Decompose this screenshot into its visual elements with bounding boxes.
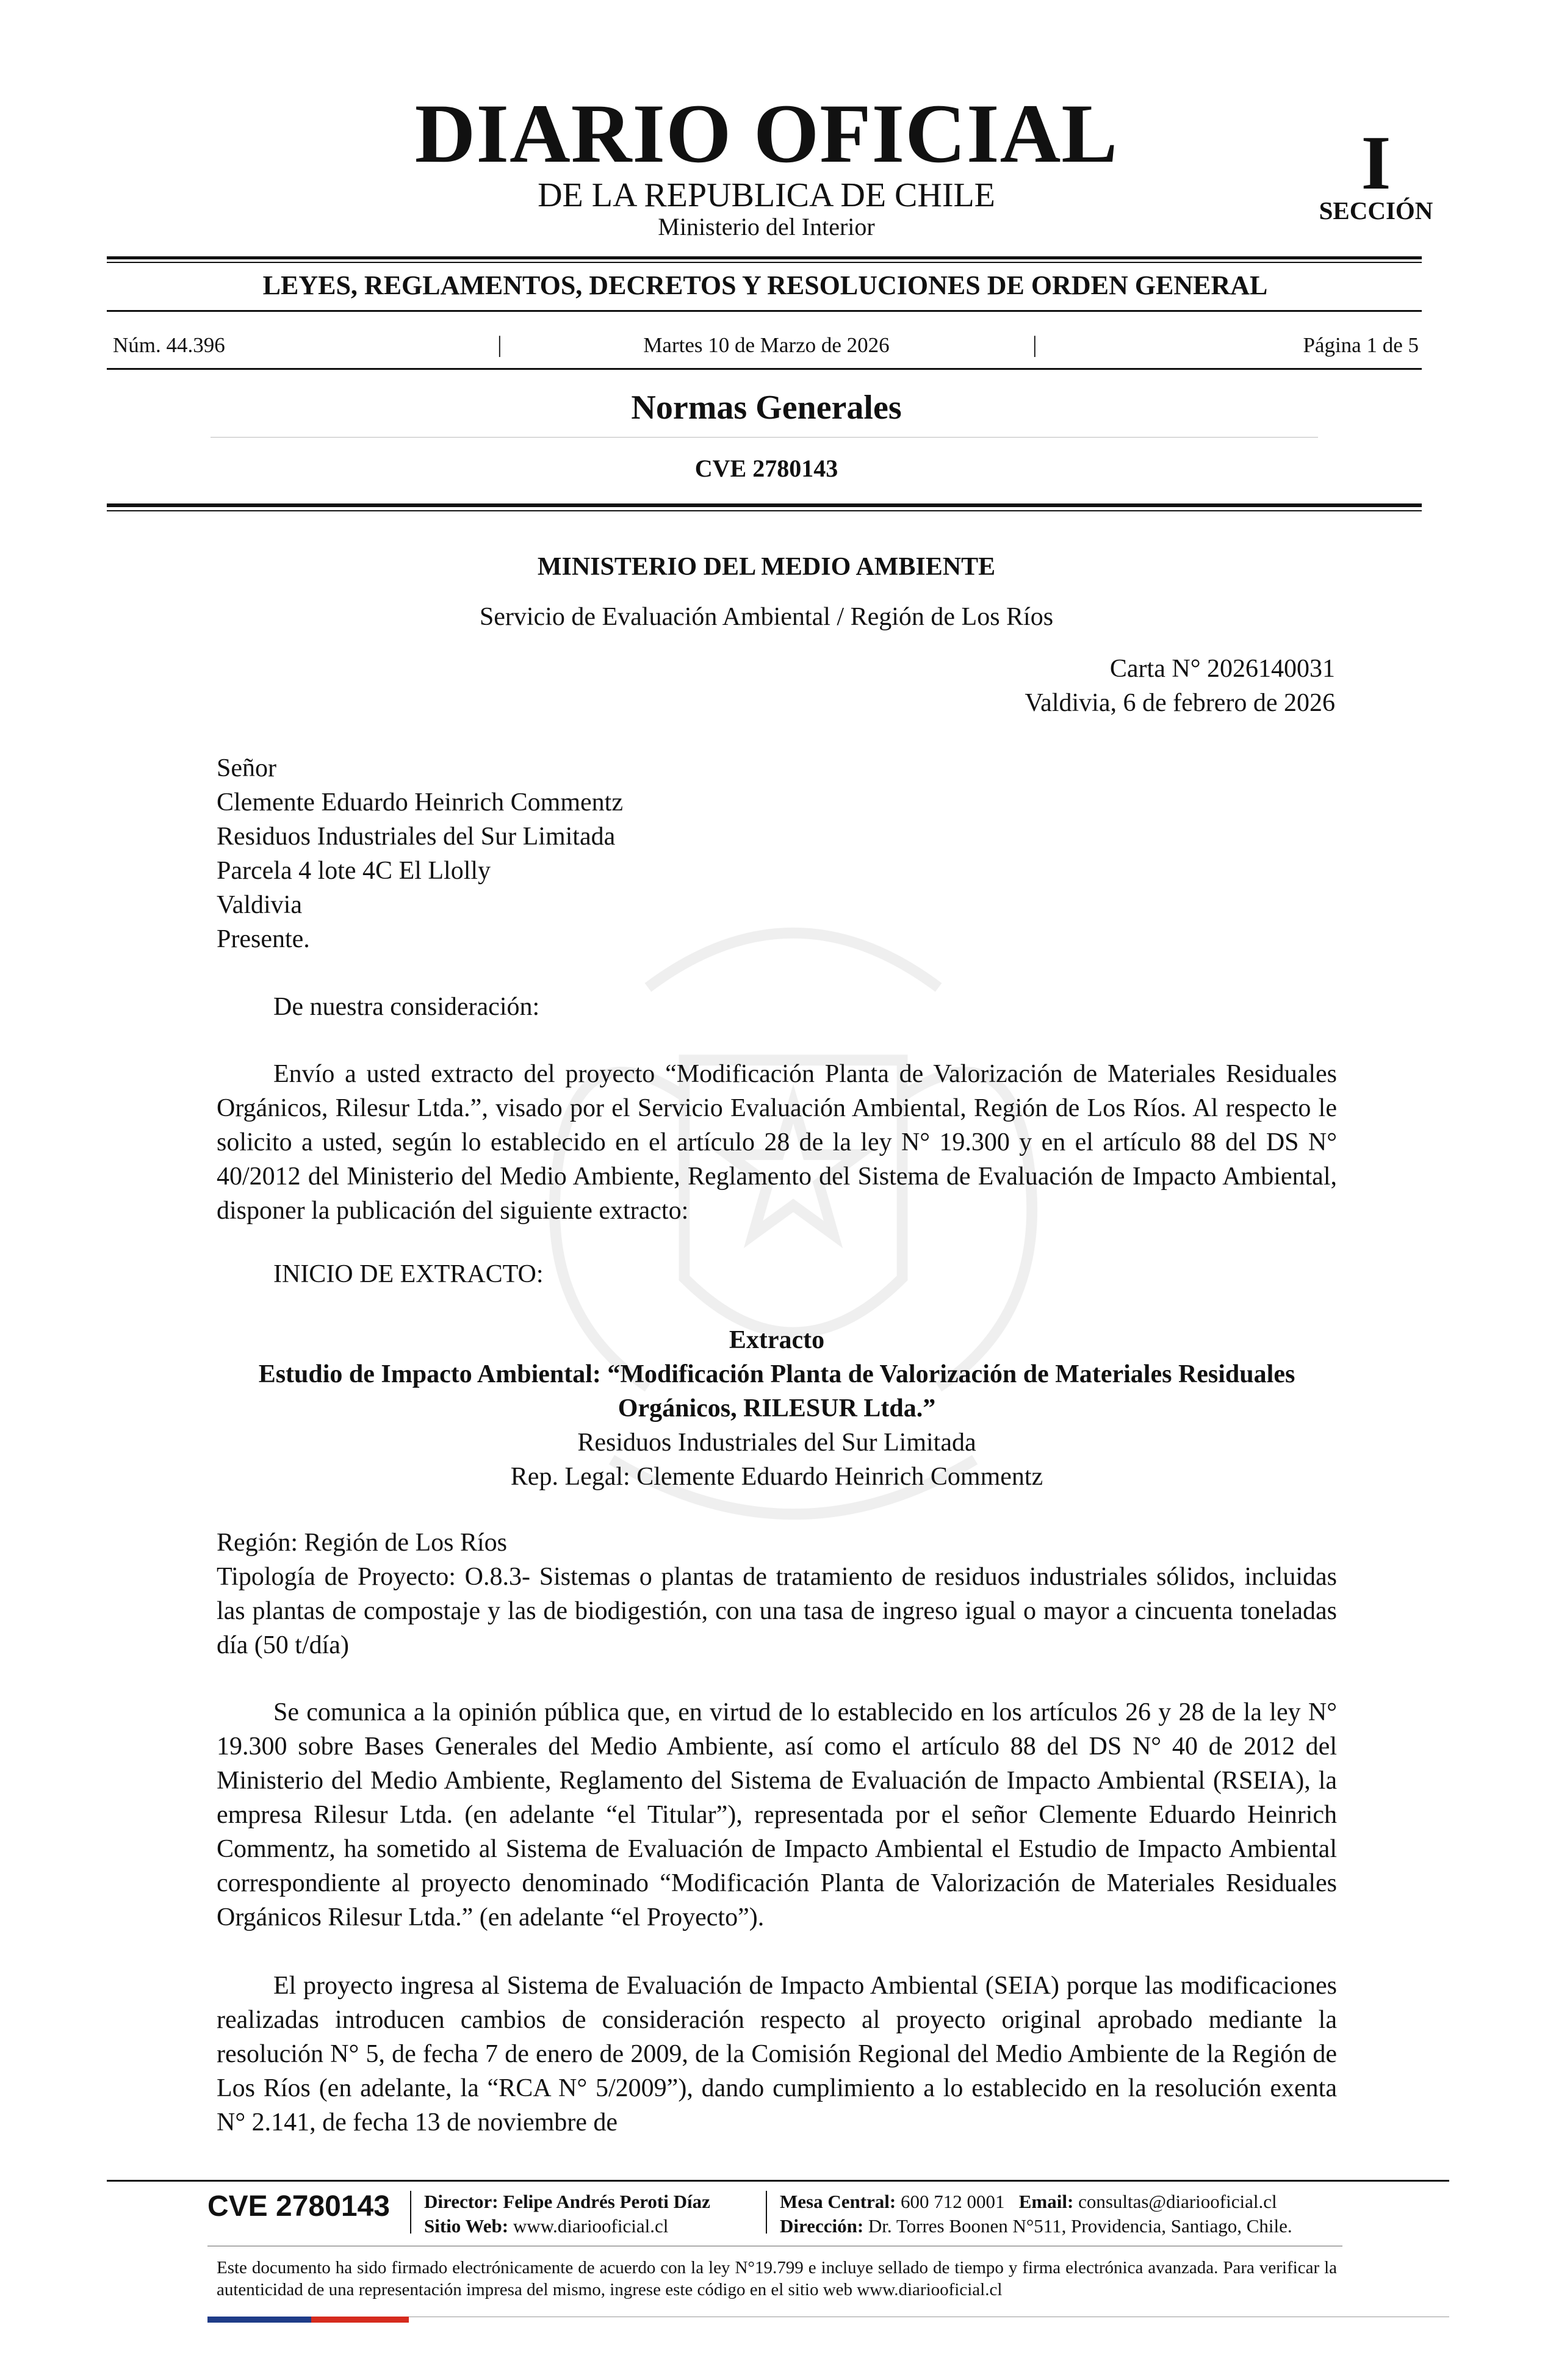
category-line: LEYES, REGLAMENTOS, DECRETOS Y RESOLUCIONES DE ORDEN GENERAL — [262, 270, 1268, 300]
director-name: Felipe Andrés Peroti Díaz — [503, 2191, 710, 2212]
masthead-ministry: Ministerio del Interior — [658, 213, 875, 240]
footer-divider — [766, 2191, 767, 2234]
website-link[interactable]: www.diariooficial.cl — [513, 2215, 669, 2237]
greeting: De nuestra consideración: — [273, 993, 540, 1021]
footer-cve-code: CVE 2780143 — [207, 2190, 390, 2223]
address-text: Dr. Torres Boonen N°511, Providencia, Santiago, Chile. — [868, 2215, 1292, 2237]
address-label: Dirección: — [780, 2215, 864, 2237]
ministry-heading: MINISTERIO DEL MEDIO AMBIENTE — [537, 553, 996, 581]
masthead-rule-thin — [107, 262, 1422, 263]
footer-disclaimer: Este documento ha sido firmado electrónicamente de acuerdo con la ley N°19.799 e incluye sellado de tiempo y firma electrónica avanzada. Para verificar la autenticidad de una representación impresa del mismo, ingrese este código en el sitio web www.diariooficial.cl — [217, 2258, 1337, 2299]
recipient-line: Valdivia — [217, 891, 302, 919]
extract-paragraph: El proyecto ingresa al Sistema de Evaluación de Impacto Ambiental (SEIA) porque las modificaciones realizadas introducen cambios de consideración respecto al proyecto original aprobado mediante la resolución N° 5, de fecha 7 de enero de 2009, de la Comisión Regional del Medio Ambiente de la Región de Los Ríos (en adelante, la “RCA N° 5/2009”), dando cumplimiento a lo establecido en la resolución exenta N° 2.141, de fecha 13 de noviembre de — [217, 1972, 1337, 2137]
website-label: Sitio Web: — [424, 2215, 509, 2237]
footer-rule — [107, 2180, 1449, 2182]
extract-company: Residuos Industriales del Sur Limitada — [577, 1429, 976, 1457]
masthead-rule-thick — [107, 256, 1422, 259]
recipient-line: Clemente Eduardo Heinrich Commentz — [217, 788, 623, 817]
place-date: Valdivia, 6 de febrero de 2026 — [1025, 689, 1335, 717]
flag-stripe-blue — [207, 2317, 311, 2323]
extract-paragraph: Se comunica a la opinión pública que, en virtud de lo establecido en los artículos 26 y 28 de la ley N° 19.300 sobre Bases Generales del Medio Ambiente, así como el artículo 88 del DS N° 40 de 2012 del Ministerio del Medio Ambiente, Reglamento del Sistema de Evaluación de Impacto Ambiental (RSEIA), la empresa Rilesur Ltda. (en adelante “el Titular”), representada por el señor Clemente Eduardo Heinrich Commentz, ha sometido al Sistema de Evaluación de Impacto Ambiental el Estudio de Impacto Ambiental correspondiente al proyecto denominado “Modificación Planta de Valorización de Materiales Residuales Orgánicos Rilesur Ltda.” (en adelante “el Proyecto”). — [217, 1698, 1337, 1931]
footer-director-block — [424, 2190, 710, 2238]
footer-divider — [410, 2191, 411, 2234]
section-title-underline — [211, 437, 1318, 438]
cve-rule-thin — [107, 510, 1422, 511]
extract-legal-rep: Rep. Legal: Clemente Eduardo Heinrich Commentz — [510, 1463, 1043, 1491]
recipient-line: Presente. — [217, 925, 310, 953]
email-label: Email: — [1018, 2191, 1074, 2212]
director-label: Director: — [424, 2191, 499, 2212]
phone-number: 600 712 0001 — [901, 2191, 1005, 2212]
service-subheading: Servicio de Evaluación Ambiental / Región de Los Ríos — [479, 603, 1054, 631]
email-link[interactable]: consultas@diariooficial.cl — [1078, 2191, 1277, 2212]
extract-start-label: INICIO DE EXTRACTO: — [273, 1260, 544, 1288]
issue-page: Página 1 de 5 — [1303, 333, 1419, 357]
masthead-title: DIARIO OFICIAL — [414, 87, 1118, 180]
section-title: Normas Generales — [631, 389, 902, 427]
issue-number: Núm. 44.396 — [113, 333, 225, 357]
section-number: I — [1361, 121, 1391, 206]
extract-heading: Estudio de Impacto Ambiental: “Modificación Planta de Valorización de Materiales Residuales Orgánicos, RILESUR Ltda.” — [258, 1360, 1295, 1423]
flag-stripe-red — [311, 2317, 409, 2323]
phone-label: Mesa Central: — [780, 2191, 896, 2212]
carta-number: Carta N° 2026140031 — [1109, 655, 1335, 683]
letter-reference — [1025, 652, 1336, 720]
region-typology-block — [217, 1526, 1337, 1662]
intro-paragraph: Envío a usted extracto del proyecto “Modificación Planta de Valorización de Materiales Residuales Orgánicos, Rilesur Ltda.”, visado por el Servicio Evaluación Ambiental, Región de Los Ríos. Al respecto le solicito a usted, según lo establecido en el artículo 28 de la ley N° 19.300 y en el artículo 88 del DS N° 40/2012 del Ministerio del Medio Ambiente, Reglamento del Sistema de Evaluación de Impacto Ambiental, disponer la publicación del siguiente extracto: — [217, 1060, 1337, 1225]
cve-rule-thick — [107, 503, 1422, 507]
extract-region: Región: Región de Los Ríos — [217, 1529, 507, 1557]
category-rule — [107, 310, 1422, 312]
extract-header — [217, 1323, 1337, 1494]
masthead-subtitle: DE LA REPUBLICA DE CHILE — [538, 176, 995, 214]
recipient-line: Residuos Industriales del Sur Limitada — [217, 823, 616, 851]
info-separator: | — [1032, 332, 1037, 358]
info-rule — [107, 368, 1422, 370]
extract-label: Extracto — [729, 1326, 825, 1354]
extract-typology: Tipología de Proyecto: O.8.3- Sistemas o plantas de tratamiento de residuos industriales sólidos, incluidas las plantas de compostaje y las de biodigestión, con una tasa de ingreso igual o mayor a cincuenta toneladas día (50 t/día) — [217, 1563, 1337, 1659]
recipient-line: Parcela 4 lote 4C El Llolly — [217, 857, 491, 885]
cve-heading: CVE 2780143 — [694, 455, 838, 482]
footer-contact-block — [780, 2190, 1292, 2238]
issue-date: Martes 10 de Marzo de 2026 — [643, 333, 890, 357]
section-label: SECCIÓN — [1319, 197, 1433, 225]
info-separator: | — [497, 332, 502, 358]
recipient-block — [217, 751, 623, 956]
recipient-line: Señor — [217, 754, 276, 782]
